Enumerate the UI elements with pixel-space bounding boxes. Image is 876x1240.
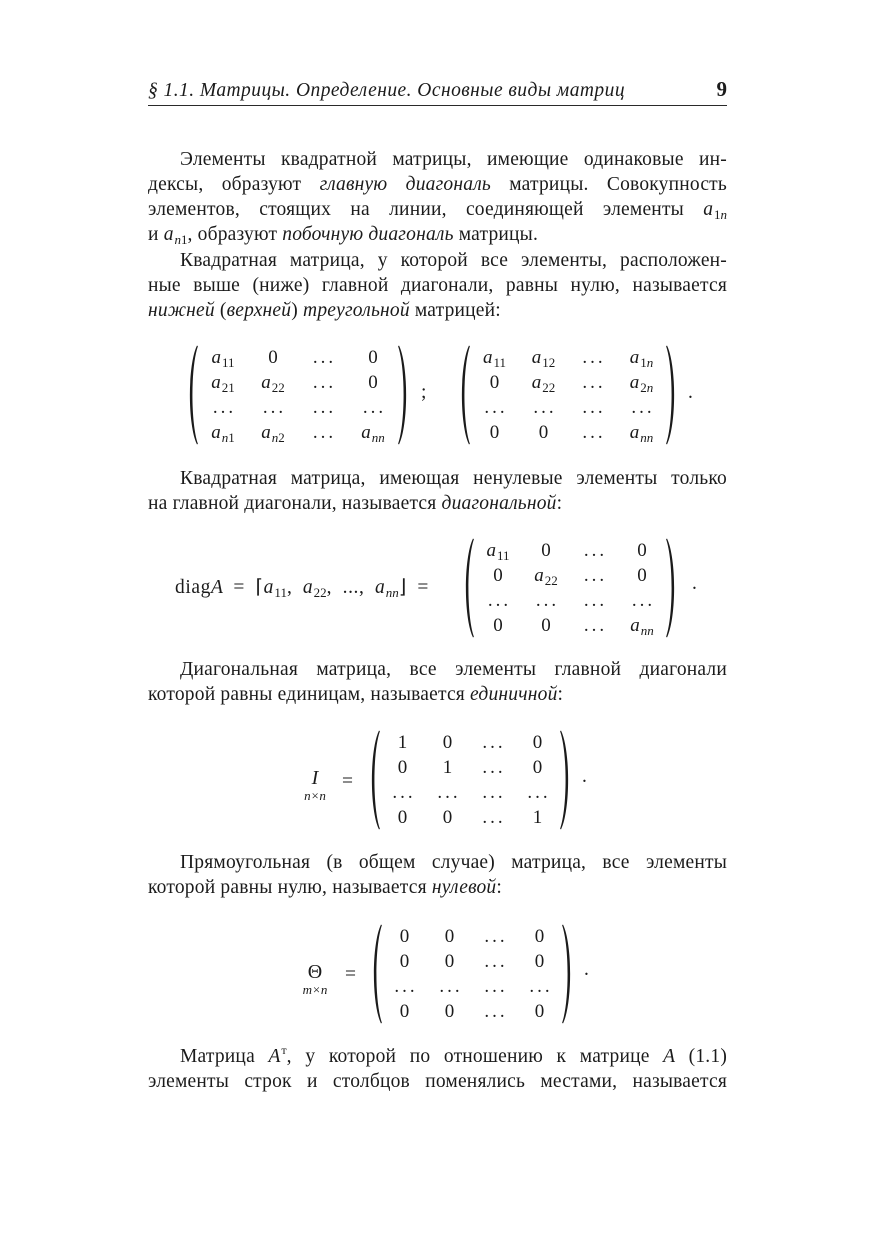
matrix-cell [211, 370, 235, 395]
text-line [148, 222, 727, 247]
text-run: ) [291, 300, 304, 321]
math-variable: a [629, 347, 640, 368]
matrix-cell: ... [535, 590, 560, 611]
math-expression [630, 422, 654, 443]
matrix-cell: 0 [444, 926, 455, 947]
matrix-grid [382, 924, 562, 1024]
math-variable: a [211, 347, 221, 368]
formula-end-period: . [692, 573, 697, 594]
emphasized-term: треугольной [303, 300, 410, 321]
matrix-cell: ... [484, 397, 508, 418]
matrix-cell: 0 [489, 422, 500, 443]
text-run: ⌋ = [398, 577, 430, 598]
emphasized-term: верхней [226, 300, 292, 321]
math-subscript: 2n [640, 380, 654, 395]
matrix-cell: 1 [442, 757, 453, 778]
matrix-cell: 0 [399, 1001, 410, 1022]
text-run: матрицы. Совокупность [490, 174, 727, 195]
math-expression [532, 347, 556, 368]
paragraph-transposed-matrix [148, 1044, 727, 1094]
text-run: ные выше (ниже) главной диагонали, равны нулю, называется [148, 275, 727, 296]
matrix-cell: 0 [541, 540, 551, 561]
text-run: , у которой по отношению к матрице [286, 1046, 664, 1067]
matrix-cell: ... [583, 590, 608, 611]
matrix-cell: 0 [534, 951, 545, 972]
math-subscript: 11 [496, 548, 510, 563]
math-variable: a [163, 224, 174, 245]
math-variable: a [211, 422, 221, 443]
equals-sign: = [345, 964, 356, 985]
math-subscript: 1n [714, 207, 727, 222]
zero-matrix-symbol [292, 961, 338, 997]
math-expression [486, 540, 509, 561]
matrix-grid [198, 345, 398, 445]
text-run: и [148, 224, 164, 245]
matrix-cell: ... [582, 397, 606, 418]
text-run: diag [175, 577, 211, 598]
math-variable: a [486, 540, 496, 561]
text-run: матрицы. [453, 224, 539, 245]
math-variable: a [534, 565, 544, 586]
matrix-cell: 0 [493, 615, 503, 636]
text-run: на главной диагонали, называется [148, 493, 442, 514]
text-run: , ..., [326, 577, 375, 598]
text-line [148, 147, 727, 172]
matrix-cell: ... [582, 372, 606, 393]
matrix-cell: 0 [541, 615, 551, 636]
matrix-cell [630, 420, 654, 445]
matrix-cell [211, 345, 234, 370]
math-variable: a [531, 347, 542, 368]
matrix-grid [470, 345, 666, 445]
math-expression [663, 1046, 675, 1067]
paragraph-triangular [148, 248, 727, 323]
formula-end-period: . [582, 766, 587, 787]
matrix-cell [630, 345, 654, 370]
identity-letter: I [311, 767, 319, 789]
matrix-cell [532, 370, 556, 395]
emphasized-term: главную диагональ [319, 174, 491, 195]
emphasized-term: побочную диагональ [282, 224, 454, 245]
text-line [148, 682, 727, 707]
matrix-cell: 0 [637, 565, 647, 586]
identity-dimensions: n×n [304, 788, 326, 803]
text-run: дексы, образуют [148, 174, 320, 195]
matrix-cell [532, 345, 556, 370]
right-parenthesis-shape [398, 346, 406, 445]
matrix-cell: ... [482, 782, 506, 803]
math-expression [375, 577, 399, 598]
math-subscript: 11 [493, 355, 507, 370]
math-variable: a [629, 422, 640, 443]
paragraph-diagonals [148, 147, 727, 247]
matrix-cell [261, 420, 285, 445]
matrix-cell: 0 [538, 422, 549, 443]
math-expression [268, 1043, 287, 1067]
math-subscript: 22 [313, 585, 327, 600]
matrix-cell: 0 [442, 807, 453, 828]
matrix-cell: ... [527, 782, 551, 803]
matrix-grid [474, 538, 666, 638]
math-expression [261, 372, 285, 393]
matrix-cell: 0 [399, 951, 410, 972]
math-expression [261, 422, 285, 443]
left-parenthesis-shape [190, 346, 198, 445]
matrix-cell: ... [487, 590, 512, 611]
matrix-cell: 0 [493, 565, 503, 586]
matrix-cell [534, 563, 558, 588]
diagonal-matrix [460, 538, 680, 638]
math-expression [630, 372, 654, 393]
matrix-cell: ... [362, 397, 387, 418]
math-superscript: т [281, 1043, 287, 1057]
matrix-cell: 0 [532, 757, 543, 778]
matrix-cell: ... [533, 397, 557, 418]
matrix-cell: ... [312, 347, 337, 368]
text-run: Элементы квадратной матрицы, имеющие одинаковые ин- [180, 149, 727, 170]
matrix-cell: ... [394, 976, 418, 997]
math-variable: a [374, 577, 385, 598]
matrix-cell: ... [437, 782, 461, 803]
matrix-cell: ... [484, 1001, 508, 1022]
paragraph-diagonal-matrix [148, 466, 727, 516]
text-run: матрицей: [409, 300, 501, 321]
math-expression [164, 224, 188, 245]
matrix-cell: 0 [444, 951, 455, 972]
matrix-cell: 1 [532, 807, 543, 828]
right-parenthesis [562, 924, 576, 1024]
math-subscript: 22 [544, 573, 558, 588]
math-variable: a [302, 577, 313, 598]
text-line [148, 466, 727, 491]
matrix-cell: 0 [368, 372, 378, 393]
matrix-cell: 0 [489, 372, 500, 393]
math-expression [264, 577, 287, 598]
emphasized-term: нулевой [431, 877, 497, 898]
identity-matrix [366, 730, 574, 830]
math-variable: A [268, 1046, 281, 1067]
matrix-cell: ... [439, 976, 463, 997]
math-subscript: nn [640, 623, 654, 638]
header-rule [148, 105, 727, 106]
matrix-cell: ... [529, 976, 553, 997]
emphasized-term: диагональной [441, 493, 557, 514]
text-line [148, 875, 727, 900]
equals-sign: = [342, 771, 353, 792]
text-run: : [496, 877, 503, 898]
matrix-cell: 0 [399, 926, 410, 947]
right-parenthesis [666, 345, 680, 445]
math-variable: a [703, 199, 713, 220]
left-parenthesis-shape [372, 731, 380, 830]
matrix-cell: 0 [442, 732, 453, 753]
matrix-cell: ... [631, 590, 656, 611]
text-line [148, 491, 727, 516]
matrix-cell: ... [631, 397, 655, 418]
text-line [148, 273, 727, 298]
math-expression [361, 422, 385, 443]
text-run: элементов, стоящих на линии, соединяющей элементы [148, 199, 704, 220]
math-subscript: n1 [221, 430, 235, 445]
math-expression [703, 199, 727, 220]
math-subscript: 12 [542, 355, 556, 370]
left-parenthesis [460, 538, 474, 638]
right-parenthesis-shape [666, 346, 674, 445]
matrix-cell: 0 [397, 807, 408, 828]
math-subscript: 22 [542, 380, 556, 395]
math-variable: a [263, 577, 274, 598]
math-subscript: 21 [221, 380, 235, 395]
text-line [148, 172, 727, 197]
math-subscript: nn [371, 430, 385, 445]
matrix-cell: 1 [397, 732, 408, 753]
math-variable: A [210, 577, 223, 598]
matrix-cell: ... [484, 976, 508, 997]
theta-letter: Θ [307, 961, 323, 983]
matrix-cell: 0 [397, 757, 408, 778]
math-subscript: 1n [640, 355, 654, 370]
math-variable: a [482, 347, 493, 368]
text-run: Квадратная матрица, имеющая ненулевые элементы только [180, 468, 727, 489]
matrix-cell: 0 [368, 347, 378, 368]
math-variable: a [261, 422, 271, 443]
running-header-title: § 1.1. Матрицы. Определение. Основные виды матриц [148, 80, 626, 101]
matrix-cell: ... [482, 807, 506, 828]
text-run: ( [214, 300, 227, 321]
text-line [148, 1069, 727, 1094]
math-variable: a [211, 372, 221, 393]
left-parenthesis-shape [462, 346, 470, 445]
text-line [148, 1044, 727, 1069]
right-parenthesis [666, 538, 680, 638]
matrix-cell [261, 370, 285, 395]
matrix-cell: 0 [534, 926, 545, 947]
text-run: элементы строк и столбцов поменялись местами, называется [148, 1071, 727, 1092]
zero-matrix-dimensions: m×n [302, 982, 328, 997]
identity-symbol [292, 767, 338, 803]
math-expression [630, 615, 654, 636]
matrix-cell: 0 [268, 347, 278, 368]
math-variable: a [531, 372, 542, 393]
matrix-cell: ... [312, 422, 337, 443]
right-parenthesis-shape [666, 539, 674, 638]
math-expression [534, 565, 558, 586]
text-run: которой равны нулю, называется [148, 877, 432, 898]
matrix-cell: 0 [444, 1001, 455, 1022]
math-subscript: 11 [274, 585, 287, 600]
matrix-cell: ... [583, 565, 608, 586]
left-parenthesis [184, 345, 198, 445]
left-parenthesis [456, 345, 470, 445]
math-subscript: 11 [221, 355, 235, 370]
matrix-cell: ... [392, 782, 416, 803]
math-subscript: nn [385, 585, 399, 600]
zero-matrix [368, 924, 576, 1024]
matrix-cell: ... [582, 422, 606, 443]
right-parenthesis-shape [562, 925, 570, 1024]
matrix-cell: 0 [534, 1001, 545, 1022]
lower-triangular-matrix [184, 345, 412, 445]
text-run: , образуют [187, 224, 283, 245]
formula-end-period: . [584, 959, 589, 980]
text-line [148, 850, 727, 875]
matrix-cell: ... [484, 926, 508, 947]
math-expression [303, 577, 327, 598]
matrix-cell: ... [262, 397, 287, 418]
matrix-cell [630, 613, 654, 638]
text-run: Прямоугольная (в общем случае) матрица, все элементы [180, 852, 727, 873]
math-expression [211, 577, 223, 598]
matrix-cell [486, 538, 509, 563]
matrix-cell: ... [312, 372, 337, 393]
matrix-cell: ... [212, 397, 237, 418]
math-variable: a [630, 615, 640, 636]
math-expression [630, 347, 654, 368]
matrix-cell: ... [583, 615, 608, 636]
math-subscript: n1 [174, 232, 188, 247]
math-expression [211, 347, 234, 368]
matrix-cell: ... [484, 951, 508, 972]
text-run: : [557, 684, 564, 705]
paragraph-zero-matrix [148, 850, 727, 900]
matrix-cell [361, 420, 385, 445]
math-subscript: 22 [271, 380, 285, 395]
emphasized-term: единичной [470, 684, 558, 705]
diag-equation [175, 575, 429, 600]
text-line [148, 657, 727, 682]
matrix-cell: ... [312, 397, 337, 418]
right-parenthesis-shape [560, 731, 568, 830]
math-variable: a [361, 422, 371, 443]
text-run: Матрица [180, 1046, 269, 1067]
math-subscript: nn [640, 430, 654, 445]
left-parenthesis [368, 924, 382, 1024]
text-run: Квадратная матрица, у которой все элементы, расположен- [180, 250, 727, 271]
matrix-separator: ; [421, 382, 427, 403]
text-run: , [286, 577, 303, 598]
left-parenthesis-shape [374, 925, 382, 1024]
text-line [148, 197, 727, 222]
matrix-cell [483, 345, 506, 370]
math-expression [211, 422, 235, 443]
left-parenthesis [366, 730, 380, 830]
right-parenthesis [398, 345, 412, 445]
math-subscript: n2 [271, 430, 285, 445]
text-run: : [556, 493, 563, 514]
math-variable: a [261, 372, 271, 393]
right-parenthesis [560, 730, 574, 830]
text-line [148, 298, 727, 323]
upper-triangular-matrix [456, 345, 680, 445]
matrix-cell: 0 [532, 732, 543, 753]
text-run: которой равны единицам, называется [148, 684, 471, 705]
matrix-grid [380, 730, 560, 830]
formula-end-period: . [688, 382, 693, 403]
left-parenthesis-shape [466, 539, 474, 638]
matrix-cell: ... [482, 757, 506, 778]
matrix-cell: ... [582, 347, 606, 368]
matrix-cell [630, 370, 654, 395]
text-run: = ⌈ [222, 577, 264, 598]
math-variable: A [663, 1046, 676, 1067]
emphasized-term: нижней [148, 300, 215, 321]
matrix-cell: ... [583, 540, 608, 561]
math-expression [211, 372, 235, 393]
matrix-cell: ... [482, 732, 506, 753]
math-variable: a [629, 372, 640, 393]
page-number: 9 [716, 77, 727, 101]
math-expression [532, 372, 556, 393]
paragraph-identity-matrix [148, 657, 727, 707]
matrix-cell: 0 [637, 540, 647, 561]
text-run: (1.1) [675, 1046, 728, 1067]
math-expression [483, 347, 506, 368]
text-run: Диагональная матрица, все элементы главной диагонали [180, 659, 727, 680]
matrix-cell [211, 420, 235, 445]
text-line [148, 248, 727, 273]
